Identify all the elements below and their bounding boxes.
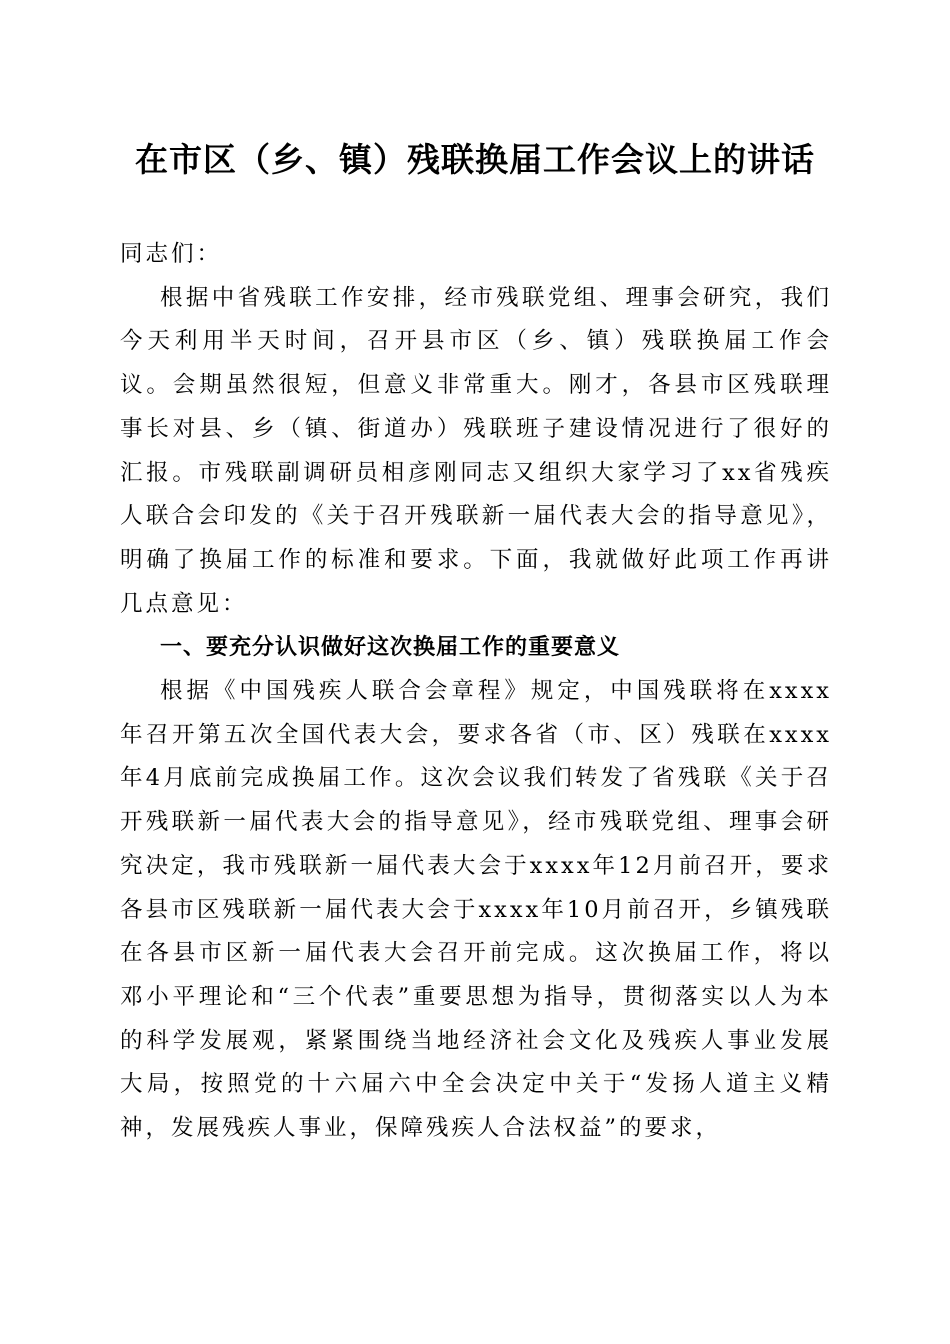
- salutation: 同志们：: [120, 241, 223, 267]
- document-title: 在市区（乡、镇）残联换届工作会议上的讲话: [135, 140, 815, 179]
- section-heading-1: 一、要充分认识做好这次换届工作的重要意义: [160, 635, 621, 661]
- paragraph-section-1: 根据《中国残疾人联合会章程》规定，中国残联将在xxxx年召开第五次全国代表大会，要求各省（市、区）残联在xxxx年4月底前完成换届工作。这次会议我们转发了省残联《关于召开残联新一届代表大会的指导意见》，经市残联党组、理事会研究决定，我市残联新一届代表大会于xxxx年12月前召开，要求各县市区残联新一届代表大会于xxxx年10月前召开，乡镇残联在各县市区新一届代表大会召开前完成。这次换届工作，将以邓小平理论和“三个代表”重要思想为指导，贯彻落实以人为本的科学发展观，紧紧围绕当地经济社会文化及残疾人事业发展大局，按照党的十六届六中全会决定中关于“发扬人道主义精神，发展残疾人事业，保障残疾人合法权益”的要求，: [120, 678, 832, 1142]
- document-body: [120, 233, 832, 1151]
- paragraph-intro: 根据中省残联工作安排，经市残联党组、理事会研究，我们今天利用半天时间，召开县市区（乡、镇）残联换届工作会议。会期虽然很短，但意义非常重大。刚才，各县市区残联理事长对县、乡（镇、街道办）残联班子建设情况进行了很好的汇报。市残联副调研员相彦刚同志又组织大家学习了xx省残疾人联合会印发的《关于召开残联新一届代表大会的指导意见》，明确了换届工作的标准和要求。下面，我就做好此项工作再讲几点意见：: [120, 284, 832, 617]
